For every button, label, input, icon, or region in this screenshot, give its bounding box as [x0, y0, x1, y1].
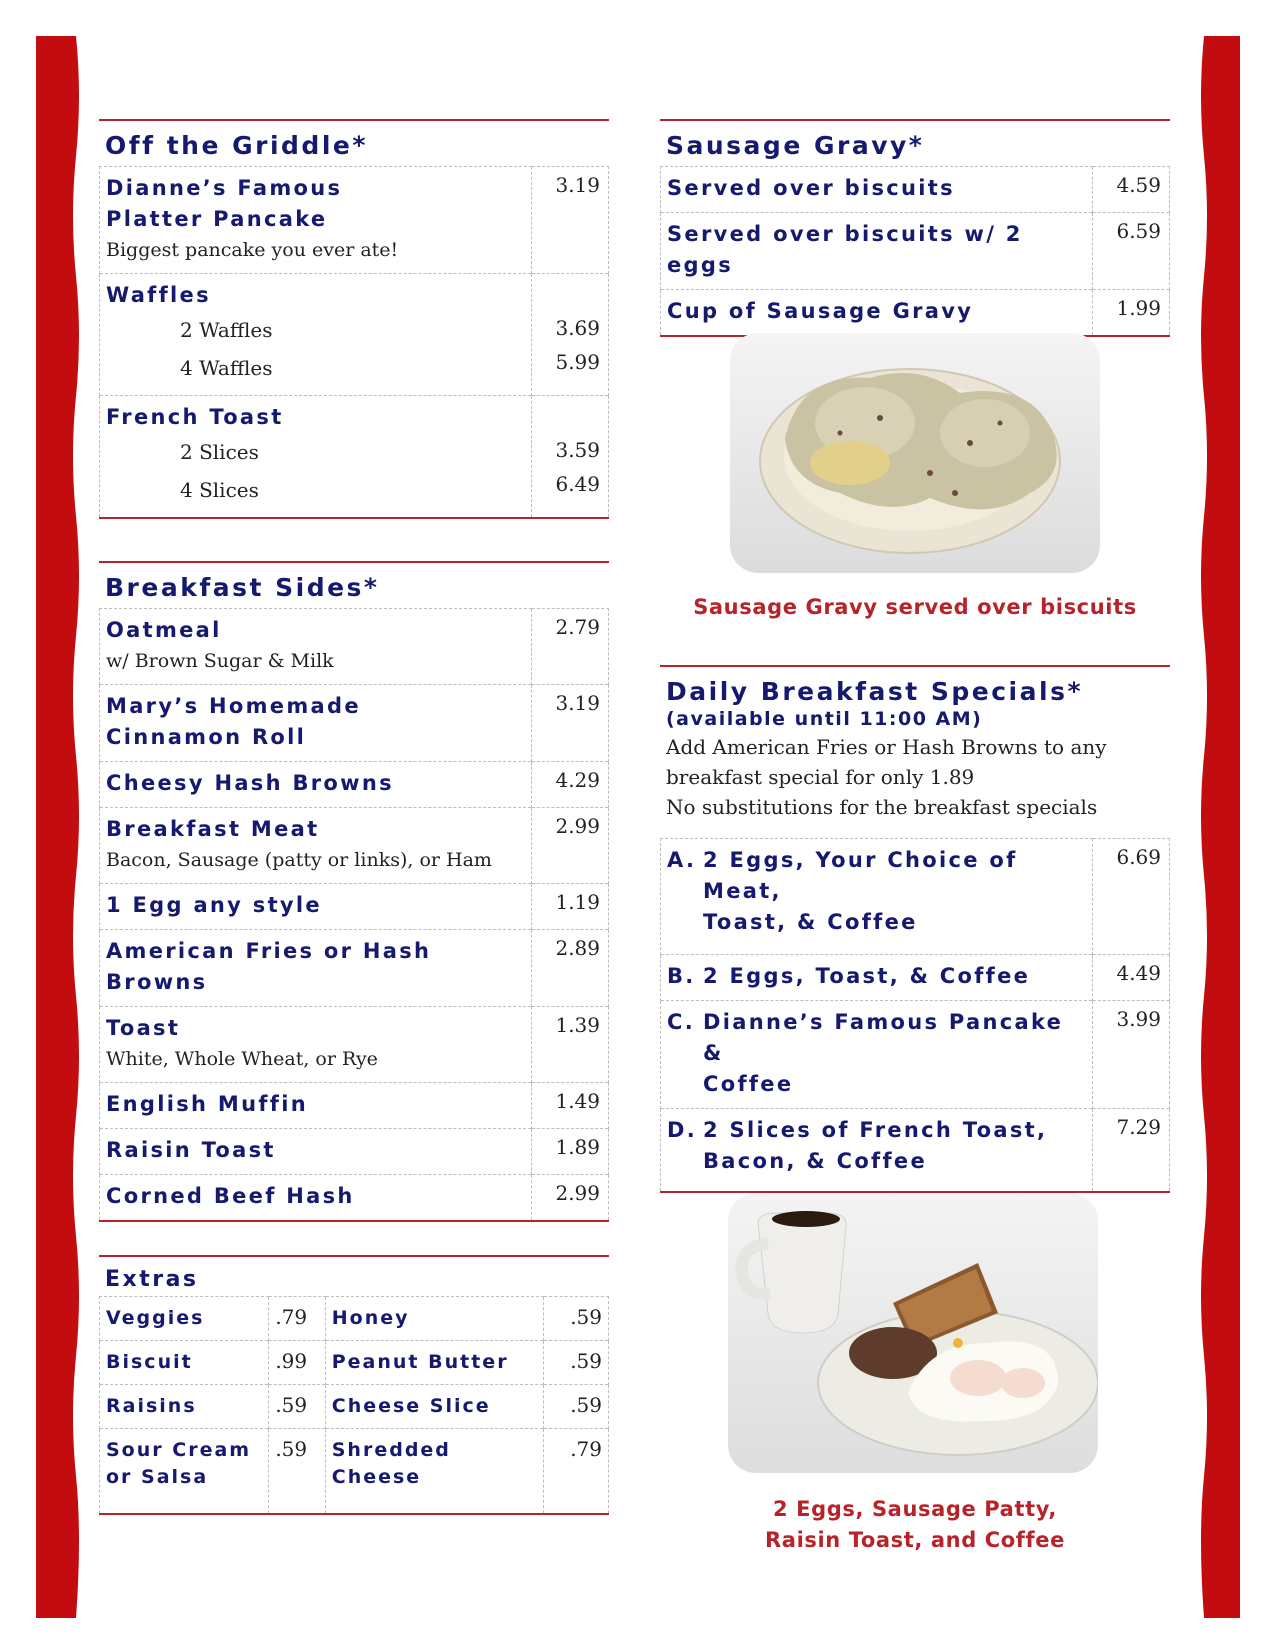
- extra-price: .59: [544, 1341, 609, 1385]
- extra-name: Peanut Butter: [331, 1351, 509, 1373]
- sides-section: [99, 561, 609, 1222]
- extra-price: .59: [544, 1297, 609, 1341]
- item-name: Cheesy Hash Browns: [106, 771, 394, 795]
- table-row: [100, 1341, 609, 1385]
- special-name: Coffee: [703, 1072, 794, 1096]
- item-price: 2.89: [532, 930, 609, 1007]
- extra-name: Shredded Cheese: [331, 1439, 451, 1488]
- gravy-title: Sausage Gravy*: [666, 131, 925, 160]
- extra-name: Sour Cream: [106, 1439, 252, 1461]
- griddle-section: [99, 119, 609, 519]
- biscuits-gravy-photo: [730, 333, 1100, 573]
- table-row: [661, 1001, 1170, 1109]
- special-letter: D.: [667, 1118, 698, 1142]
- special-name: Dianne’s Famous Pancake &: [703, 1010, 1064, 1065]
- option-label: 2 Slices: [180, 440, 259, 464]
- right-red-stripe: [1190, 36, 1240, 1618]
- item-price: 2.99: [532, 1175, 609, 1221]
- item-name: French Toast: [106, 405, 284, 429]
- specials-note: breakfast special for only 1.89: [666, 765, 975, 789]
- table-row: [100, 1429, 609, 1514]
- special-name: Bacon, & Coffee: [703, 1149, 928, 1173]
- item-name: American Fries or Hash Browns: [106, 939, 432, 994]
- item-description: Biggest pancake you ever ate!: [106, 239, 399, 261]
- table-row: [100, 884, 609, 930]
- item-price: 2.79: [532, 609, 609, 685]
- item-price: 3.19: [532, 685, 609, 762]
- item-price: 3.19: [532, 167, 609, 274]
- table-row: [100, 685, 609, 762]
- option-price: 3.59: [555, 438, 600, 462]
- item-price: 4.59: [1093, 167, 1170, 213]
- item-name: Served over biscuits: [667, 176, 955, 200]
- extra-price: .79: [544, 1429, 609, 1514]
- extras-title: Extras: [105, 1267, 199, 1292]
- item-name: Waffles: [106, 283, 211, 307]
- item-price: 1.99: [1093, 290, 1170, 336]
- sides-title: Breakfast Sides*: [105, 573, 380, 602]
- item-price: 7.29: [1093, 1109, 1170, 1192]
- item-price: 6.69: [1093, 839, 1170, 955]
- item-name: Raisin Toast: [106, 1138, 276, 1162]
- table-row: [100, 609, 609, 685]
- table-row: [100, 1007, 609, 1083]
- left-red-stripe: [36, 36, 86, 1618]
- item-price: 6.59: [1093, 213, 1170, 290]
- special-name: 2 Eggs, Toast, & Coffee: [703, 964, 1031, 988]
- table-row: [100, 1129, 609, 1175]
- item-name: Cup of Sausage Gravy: [667, 299, 974, 323]
- item-price: 1.49: [532, 1083, 609, 1129]
- extras-section: [99, 1255, 609, 1515]
- table-row: [100, 1175, 609, 1221]
- specials-subtitle: (available until 11:00 AM): [666, 708, 983, 730]
- caption-line: 2 Eggs, Sausage Patty,: [773, 1497, 1057, 1521]
- griddle-title: Off the Griddle*: [105, 131, 368, 160]
- table-row: [100, 1385, 609, 1429]
- special-name: 2 Slices of French Toast,: [703, 1118, 1048, 1142]
- item-price: 2.99: [532, 808, 609, 884]
- special-letter: B.: [667, 964, 696, 988]
- table-row: [661, 1109, 1170, 1192]
- extra-price: .79: [269, 1297, 325, 1341]
- table-row: [100, 808, 609, 884]
- item-name: Corned Beef Hash: [106, 1184, 355, 1208]
- option-price: 6.49: [555, 472, 600, 496]
- item-name: English Muffin: [106, 1092, 308, 1116]
- table-row: [661, 213, 1170, 290]
- item-description: w/ Brown Sugar & Milk: [106, 650, 334, 672]
- option-price: 5.99: [555, 350, 600, 374]
- option-label: 4 Slices: [180, 478, 259, 502]
- extra-name: Honey: [331, 1307, 410, 1329]
- option-price: 3.69: [555, 316, 600, 340]
- extra-name: or Salsa: [106, 1466, 209, 1488]
- table-row: [100, 167, 609, 274]
- item-name: Oatmeal: [106, 618, 222, 642]
- item-name: 1 Egg any style: [106, 893, 322, 917]
- extra-price: .59: [544, 1385, 609, 1429]
- gravy-photo-caption: Sausage Gravy served over biscuits: [693, 595, 1137, 619]
- specials-section: [660, 665, 1170, 1193]
- special-letter: A.: [667, 848, 697, 872]
- extra-name: Veggies: [106, 1307, 205, 1329]
- option-label: 2 Waffles: [180, 318, 273, 342]
- item-name: Dianne’s Famous: [106, 176, 343, 200]
- item-description: Bacon, Sausage (patty or links), or Ham: [106, 849, 492, 871]
- extra-name: Raisins: [106, 1395, 197, 1417]
- extra-name: Cheese Slice: [331, 1395, 491, 1417]
- item-name: Breakfast Meat: [106, 817, 320, 841]
- item-name: Mary’s Homemade: [106, 694, 361, 718]
- item-description: White, Whole Wheat, or Rye: [106, 1048, 378, 1070]
- item-price: 3.99: [1093, 1001, 1170, 1109]
- special-letter: C.: [667, 1010, 695, 1034]
- item-price: 1.19: [532, 884, 609, 930]
- specials-note: Add American Fries or Hash Browns to any: [666, 735, 1107, 759]
- gravy-section: [660, 119, 1170, 337]
- item-name: Served over biscuits w/ 2 eggs: [667, 222, 1023, 277]
- extra-price: .59: [269, 1385, 325, 1429]
- item-price: 4.49: [1093, 955, 1170, 1001]
- table-row: [100, 762, 609, 808]
- table-row: [100, 396, 609, 518]
- extra-price: .99: [269, 1341, 325, 1385]
- table-row: [100, 1083, 609, 1129]
- item-price: 4.29: [532, 762, 609, 808]
- specials-title: Daily Breakfast Specials*: [666, 677, 1084, 706]
- special-name: Toast, & Coffee: [703, 910, 918, 934]
- specials-note: No substitutions for the breakfast specials: [666, 795, 1098, 819]
- table-row: [100, 1297, 609, 1341]
- item-name: Toast: [106, 1016, 181, 1040]
- eggs-photo-caption: [660, 1494, 1170, 1556]
- eggs-breakfast-photo: [728, 1193, 1098, 1473]
- option-label: 4 Waffles: [180, 356, 273, 380]
- item-price: 1.39: [532, 1007, 609, 1083]
- item-name: Cinnamon Roll: [106, 725, 307, 749]
- extra-name: Biscuit: [106, 1351, 193, 1373]
- caption-line: Raisin Toast, and Coffee: [765, 1528, 1065, 1552]
- table-row: [661, 167, 1170, 213]
- table-row: [100, 274, 609, 396]
- item-name: Platter Pancake: [106, 207, 328, 231]
- item-price: 1.89: [532, 1129, 609, 1175]
- table-row: [661, 839, 1170, 955]
- special-name: 2 Eggs, Your Choice of Meat,: [703, 848, 1018, 903]
- table-row: [661, 955, 1170, 1001]
- table-row: [661, 290, 1170, 336]
- table-row: [100, 930, 609, 1007]
- extra-price: .59: [269, 1429, 325, 1514]
